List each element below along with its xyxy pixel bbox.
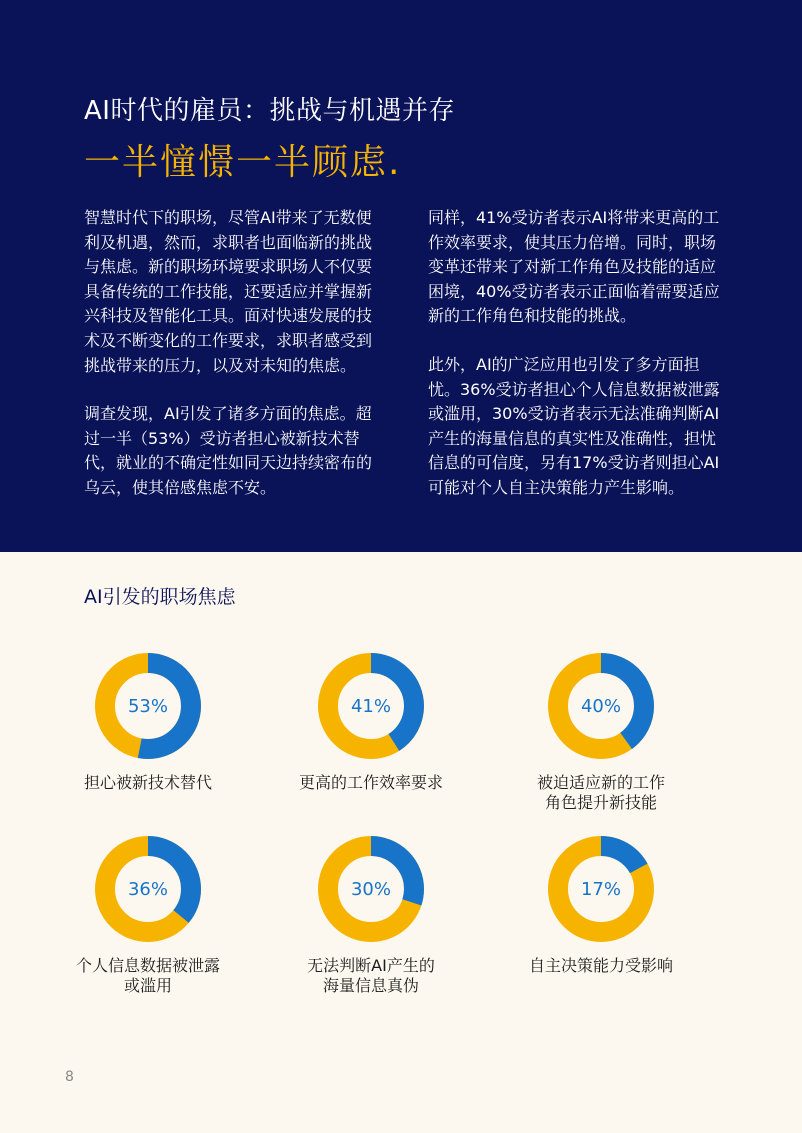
paragraph: 智慧时代下的职场，尽管AI带来了无数便利及机遇，然而，求职者也面临新的挑战与焦虑。新的职场环境要求职场人不仅要具备传统的工作技能，还要适应并掌握新兴科技及智能化工具。面对快速发展的技术及不断变化的工作要求，求职者感受到挑战带来的压力，以及对未知的焦虑。 [84,208,373,375]
donut-category-label: 个人信息数据被泄露 或滥用 [75,956,220,995]
donut-item [496,834,706,976]
donut-item [496,651,706,813]
donut-item [266,651,476,793]
donut-value-label: 40% [580,695,621,717]
donut-category-label: 更高的工作效率要求 [298,773,443,792]
donut-item [43,834,253,996]
donut-chart [93,651,203,761]
donut-chart [93,834,203,944]
donut-chart [316,834,426,944]
donut-category-label: 担心被新技术替代 [83,773,212,792]
text-column-right [428,206,724,525]
text-column-left [84,206,380,525]
donut-chart [546,651,656,761]
donut-category-label: 被迫适应新的工作 角色提升新技能 [536,773,665,812]
paragraph: 同样，41%受访者表示AI将带来更高的工作效率要求，使其压力倍增。同时，职场变革还带来了对新工作角色及技能的适应困境，40%受访者表示正面临着需要适应新的工作角色和技能的挑战。 [428,208,720,326]
page-number: 8 [65,1069,74,1085]
hero-title: AI时代的雇员：挑战与机遇并存 [84,96,455,126]
donut-chart [546,834,656,944]
donut-value-label: 53% [127,695,168,717]
hero-subtitle: 一半憧憬一半顾虑. [84,142,402,183]
donut-value-label: 41% [350,695,391,717]
hero-section [0,0,802,552]
section-title: AI引发的职场焦虑 [84,586,236,608]
donut-item [43,651,253,793]
donut-category-label: 无法判断AI产生的 海量信息真伪 [307,956,435,995]
donut-chart [316,651,426,761]
donut-value-label: 36% [127,878,168,900]
donut-value-label: 30% [350,878,391,900]
paragraph: 此外，AI的广泛应用也引发了多方面担忧。36%受访者担心个人信息数据被泄露或滥用，30%受访者表示无法准确判断AI产生的海量信息的真实性及准确性，担忧信息的可信度，另有17%受访者则担心AI可能对个人自主决策能力产生影响。 [428,354,720,497]
donut-category-label: 自主决策能力受影响 [528,956,673,975]
donut-item [266,834,476,996]
donut-value-label: 17% [580,878,621,900]
paragraph: 调查发现，AI引发了诸多方面的焦虑。超过一半（53%）受访者担心被新技术替代，就业的不确定性如同天边持续密布的乌云，使其倍感焦虑不安。 [84,404,373,497]
